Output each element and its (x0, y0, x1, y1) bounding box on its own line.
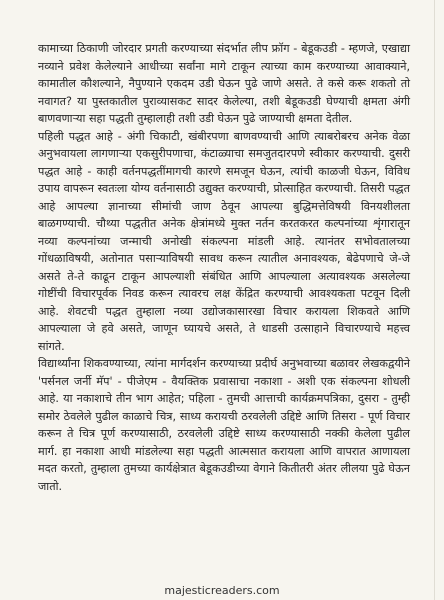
page-edge-line (434, 0, 435, 600)
body-text (38, 40, 410, 495)
paragraph-journey-map: विद्यार्थ्यांना शिकवण्याच्या, त्यांना मार्गदर्शन करण्याच्या प्रदीर्घ अनुभवाच्या बळावर लेखकद्वयीने 'पर्सनल जर्नी मॅप' - पीजेएम - वैयक्तिक प्रवासाचा नकाशा - अशी एक संकल्पना शोधली आहे. या नकाशाचे तीन भाग आहेत; पहिला - तुमची आत्ताची कार्यक्रमपत्रिका, दुसरा - तुम्ही समोर ठेवलेले पुढील काळाचे चित्र, साध्य करायची ठरवलेली उद्दिष्टे आणि तिसरा - पूर्ण विचार करून ते चित्र पूर्ण करण्यासाठी, ठरवलेली उद्दिष्टे साध्य करण्यासाठी नक्की केलेला पुढील मार्ग. हा नकाशा आधी मांडलेल्या सहा पद्धती आत्मसात करायला आणि वापरात आणायला मदत करतो, तुम्हाला तुमच्या कार्यक्षेत्रात बेडूकउडीच्या वेगाने कितीतरी अंतर लीलया पुढे घेऊन जातो. (38, 357, 410, 493)
paragraph-methods: पहिली पद्धत आहे - अंगी चिकाटी, खंबीरपणा बाणवण्याची आणि त्याबरोबरच अनेक वेळा अनुभवायला लागणाऱ्या एकसुरीपणाचा, कंटाळ्याचा समजुतदारपणे स्वीकार करण्याची. दुसरी पद्धत आहे - काही वर्तनपद्धतींमागची कारणे समजून घेऊन, त्यांची काळजी घेऊन, विविध उपाय वापरून स्वतःला योग्य वर्तनासाठी उद्युक्त करण्याची, प्रोत्साहित करण्याची. तिसरी पद्धत आहे आपल्या ज्ञानाच्या सीमांची जाण ठेवून आपल्या बुद्धिमत्तेविषयी विनयशीलता बाळगण्याची. चौथ्या पद्धतीत अनेक क्षेत्रांमध्ये मुक्त नर्तन करतकरत कल्पनांच्या शृंगारातून नव्या कल्पनांच्या जन्माची अनोखी संकल्पना मांडली आहे. त्यानंतर सभोवतालच्या गोंधळाविषयी, अतोनात पसाऱ्याविषयी सावध करून त्यातील अनावश्यक, बेढेपणाचे जे-जे असते ते-ते काढून टाकून आपल्याशी संबंधित आणि आपल्याला अत्यावश्यक असलेल्या गोष्टींची विचारपूर्वक निवड करून त्यावरच लक्ष केंद्रित करण्याची आवश्यकता पटवून दिली आहे. शेवटची पद्धत तुम्हाला नव्या उद्योजकासारखा विचार करायला शिकवते आणि आपल्याला जे हवे असते, जाणून घ्यायचे असते, ते धाडसी उत्साहाने विचारण्याचे महत्त्व सांगते. (38, 129, 410, 353)
site-watermark: majesticreaders.com (164, 584, 280, 597)
paragraph-intro: कामाच्या ठिकाणी जोरदार प्रगती करण्याच्या संदर्भात लीप फ्रॉग - बेडूकउडी - म्हणजे, एखाद्या नव्याने प्रवेश केलेल्याने आधीच्या सर्वांना मागे टाकून त्याच्या काम करण्याच्या आवाक्याने, कामातील कौशल्याने, नैपुण्याने एकदम उडी घेऊन पुढे जाणे असते. ते कसे करू शकतो तो नवागत? या पुस्तकातील पुराव्यासकट सादर केलेल्या, तशी बेडूकउडी घेण्याची क्षमता अंगी बाणवणाऱ्या सहा पद्धती तुम्हालाही तशी उडी घेऊन पुढे जाण्याची क्षमता देतील. (38, 42, 410, 125)
